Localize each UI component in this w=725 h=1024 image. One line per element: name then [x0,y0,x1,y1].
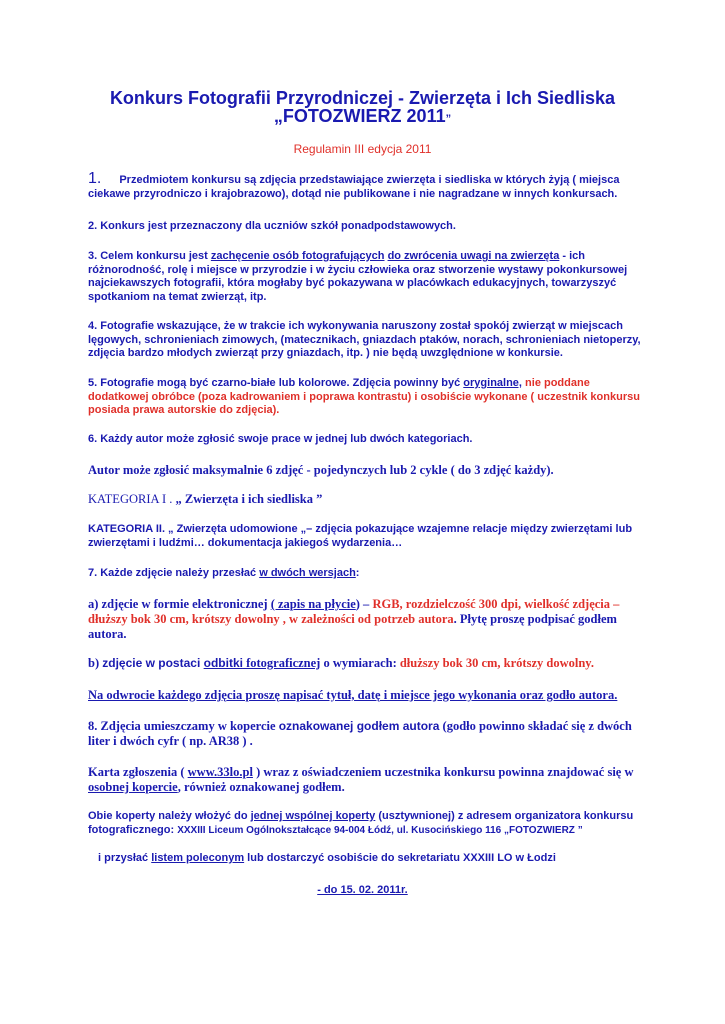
paragraph-7a [88,597,648,642]
paragraph-3 [88,250,648,304]
red-text: RGB, rozdzielczość 300 dpi, wielkość zdjęcia – dłuższy bok 30 cm, krótszy dowolny , w zależności od potrzeb autora [88,597,620,626]
underlined-text: w dwóch wersjach [259,567,356,579]
paragraph-8 [88,719,648,749]
paragraph-4: 4. Fotografie wskazujące, że w trakcie ich wykonywania naruszony został spokój zwierząt w miejscach lęgowych, schronieniach zimowych, (matecznikach, gniazdach ptaków, norach, schronieniach nietoperzy, zdjęcia bardzo młodych zwierząt przy gniazdach, itp. ) nie będą uwzględnione w konkursie. [88,320,641,359]
red-text: nie poddane dodatkowej obróbce (poza kadrowaniem i poprawa kontrastu) i osobiście wykonane ( uczestnik konkursu posiada prawa autorskie do zdjęcia). [88,377,640,416]
underlined-text: jednej wspólnej koperty [250,810,376,822]
paragraph-text: Obie koperty należy włożyć do [88,810,251,822]
document-title-line2 [0,106,725,127]
paragraph-2: 2. Konkurs jest przeznaczony dla uczniów szkół ponadpodstawowych. [88,220,456,232]
document-title: Konkurs Fotografii Przyrodniczej - Zwierzęta i Ich Siedliska [109,88,616,108]
paragraph-text: o wymiarach: [320,656,400,670]
underlined-text: listem poleconym [151,852,245,864]
paragraph-number: 1. [88,170,102,187]
paragraph-text: Przedmiotem konkursu są zdjęcia przedstawiające zwierzęta i siedliska w których żyją ( miejsca ciekawe przyrodniczo i krajobrazowo), dotąd nie publikowane i nie nagradzane w innych konkursach. [88,174,620,200]
category-2: KATEGORIA II. „ Zwierzęta udomowione „– zdjęcia pokazujące wzajemne relacje między zwierzętami lub zwierzętami i ludźmi… dokumentacja jakiegoś wydarzenia… [88,523,633,549]
paragraph-text: Karta zgłoszenia ( [88,765,188,779]
contest-name: „FOTOZWIERZ 2011 [273,106,446,126]
underlined-text: osobnej kopercie [88,780,178,794]
paragraph-6: 6. Każdy autor może zgłosić swoje prace w jednej lub dwóch kategoriach. [88,433,473,445]
red-text: dłuższy bok 30 cm, krótszy dowolny. [399,656,594,670]
category-label: KATEGORIA I . [88,492,176,506]
paragraph-text: lub dostarczyć osobiście do sekretariatu XXXIII LO w Łodzi [244,852,556,864]
paragraph-text: ) – [355,597,373,611]
paragraph-text: 8. Zdjęcia umieszczamy w kopercie [88,719,279,733]
paragraph-text: 3. Celem konkursu jest [88,250,211,262]
paragraph-text: , również oznakowanej godłem. [177,780,345,794]
organizer-address: XXXIII Liceum Ogólnokształcące 94-004 Łódź, ul. Kusocińskiego 116 „FOTOZWIERZ ” [177,824,583,836]
underlined-text: do zwrócenia uwagi na zwierzęta [387,250,560,262]
paragraph-text: ) wraz z oświadczeniem uczestnika konkursu powinna znajdować się w [252,765,634,779]
underlined-text: odbitki [203,656,243,670]
paragraph-7b [88,656,648,671]
underlined-text: ( zapis na płycie [270,597,356,611]
paragraph-text: (godło powinno składać się z dwóch liter i dwóch cyfr ( np. AR38 ) . [88,719,632,748]
category-1 [88,492,648,507]
underlined-text: fotograficznej [242,656,321,670]
paragraph-text: a) zdjęcie w formie elektronicznej [88,597,271,611]
paragraph-text: . Płytę proszę podpisać godłem autora. [88,612,617,641]
paragraph-text: 5. Fotografie mogą być czarno-białe lub kolorowe. Zdjęcia powinny być [88,377,464,389]
paragraph-text: 7. Każde zdjęcie należy przesłać [88,567,260,579]
paragraph-1 [88,172,648,201]
paragraph-text: (usztywnionej) z adresem organizatora konkursu fotograficznego: [88,810,634,836]
contest-name-quote: ” [445,113,452,125]
entry-form-paragraph [88,765,648,795]
paragraph-5 [88,377,648,418]
emphasized-text: oznakowanej godłem autora [278,719,440,733]
paragraph-text: b) [88,656,103,670]
envelope-paragraph [88,810,648,837]
paragraph-7 [88,567,648,581]
paragraph-text: zdjęcie w postaci [102,656,204,670]
paragraph-text: i przysłać [98,852,152,864]
underlined-text: zachęcenie osób fotografujących [210,250,385,262]
paragraph-6-limit: Autor może zgłosić maksymalnie 6 zdjęć - pojedynczych lub 2 cykle ( do 3 zdjęć każdy). [88,463,554,477]
paragraph-text: - ich różnorodność, rolę i miejsce w przyrodzie i w życiu człowieka oraz stworzenie wystawy pokonkursowej najciekawszych fotografii, która mogłaby być pokazywana w placówkach edukacyjnych, towarzyszyć spotkaniom na temat zwierząt, itp. [88,250,628,303]
document-subtitle: Regulamin III edycja 2011 [293,142,432,156]
category-name: „ Zwierzęta i ich siedliska ” [175,492,323,506]
website-link[interactable]: www.33lo.pl [187,765,253,779]
underlined-text: oryginalne, [463,377,522,389]
paragraph-text: : [355,567,360,579]
photo-back-note: Na odwrocie każdego zdjęcia proszę napisać tytuł, datę i miejsce jego wykonania oraz godło autora. [88,688,618,702]
delivery-paragraph [98,852,658,866]
deadline: - do 15. 02. 2011r. [317,884,408,896]
